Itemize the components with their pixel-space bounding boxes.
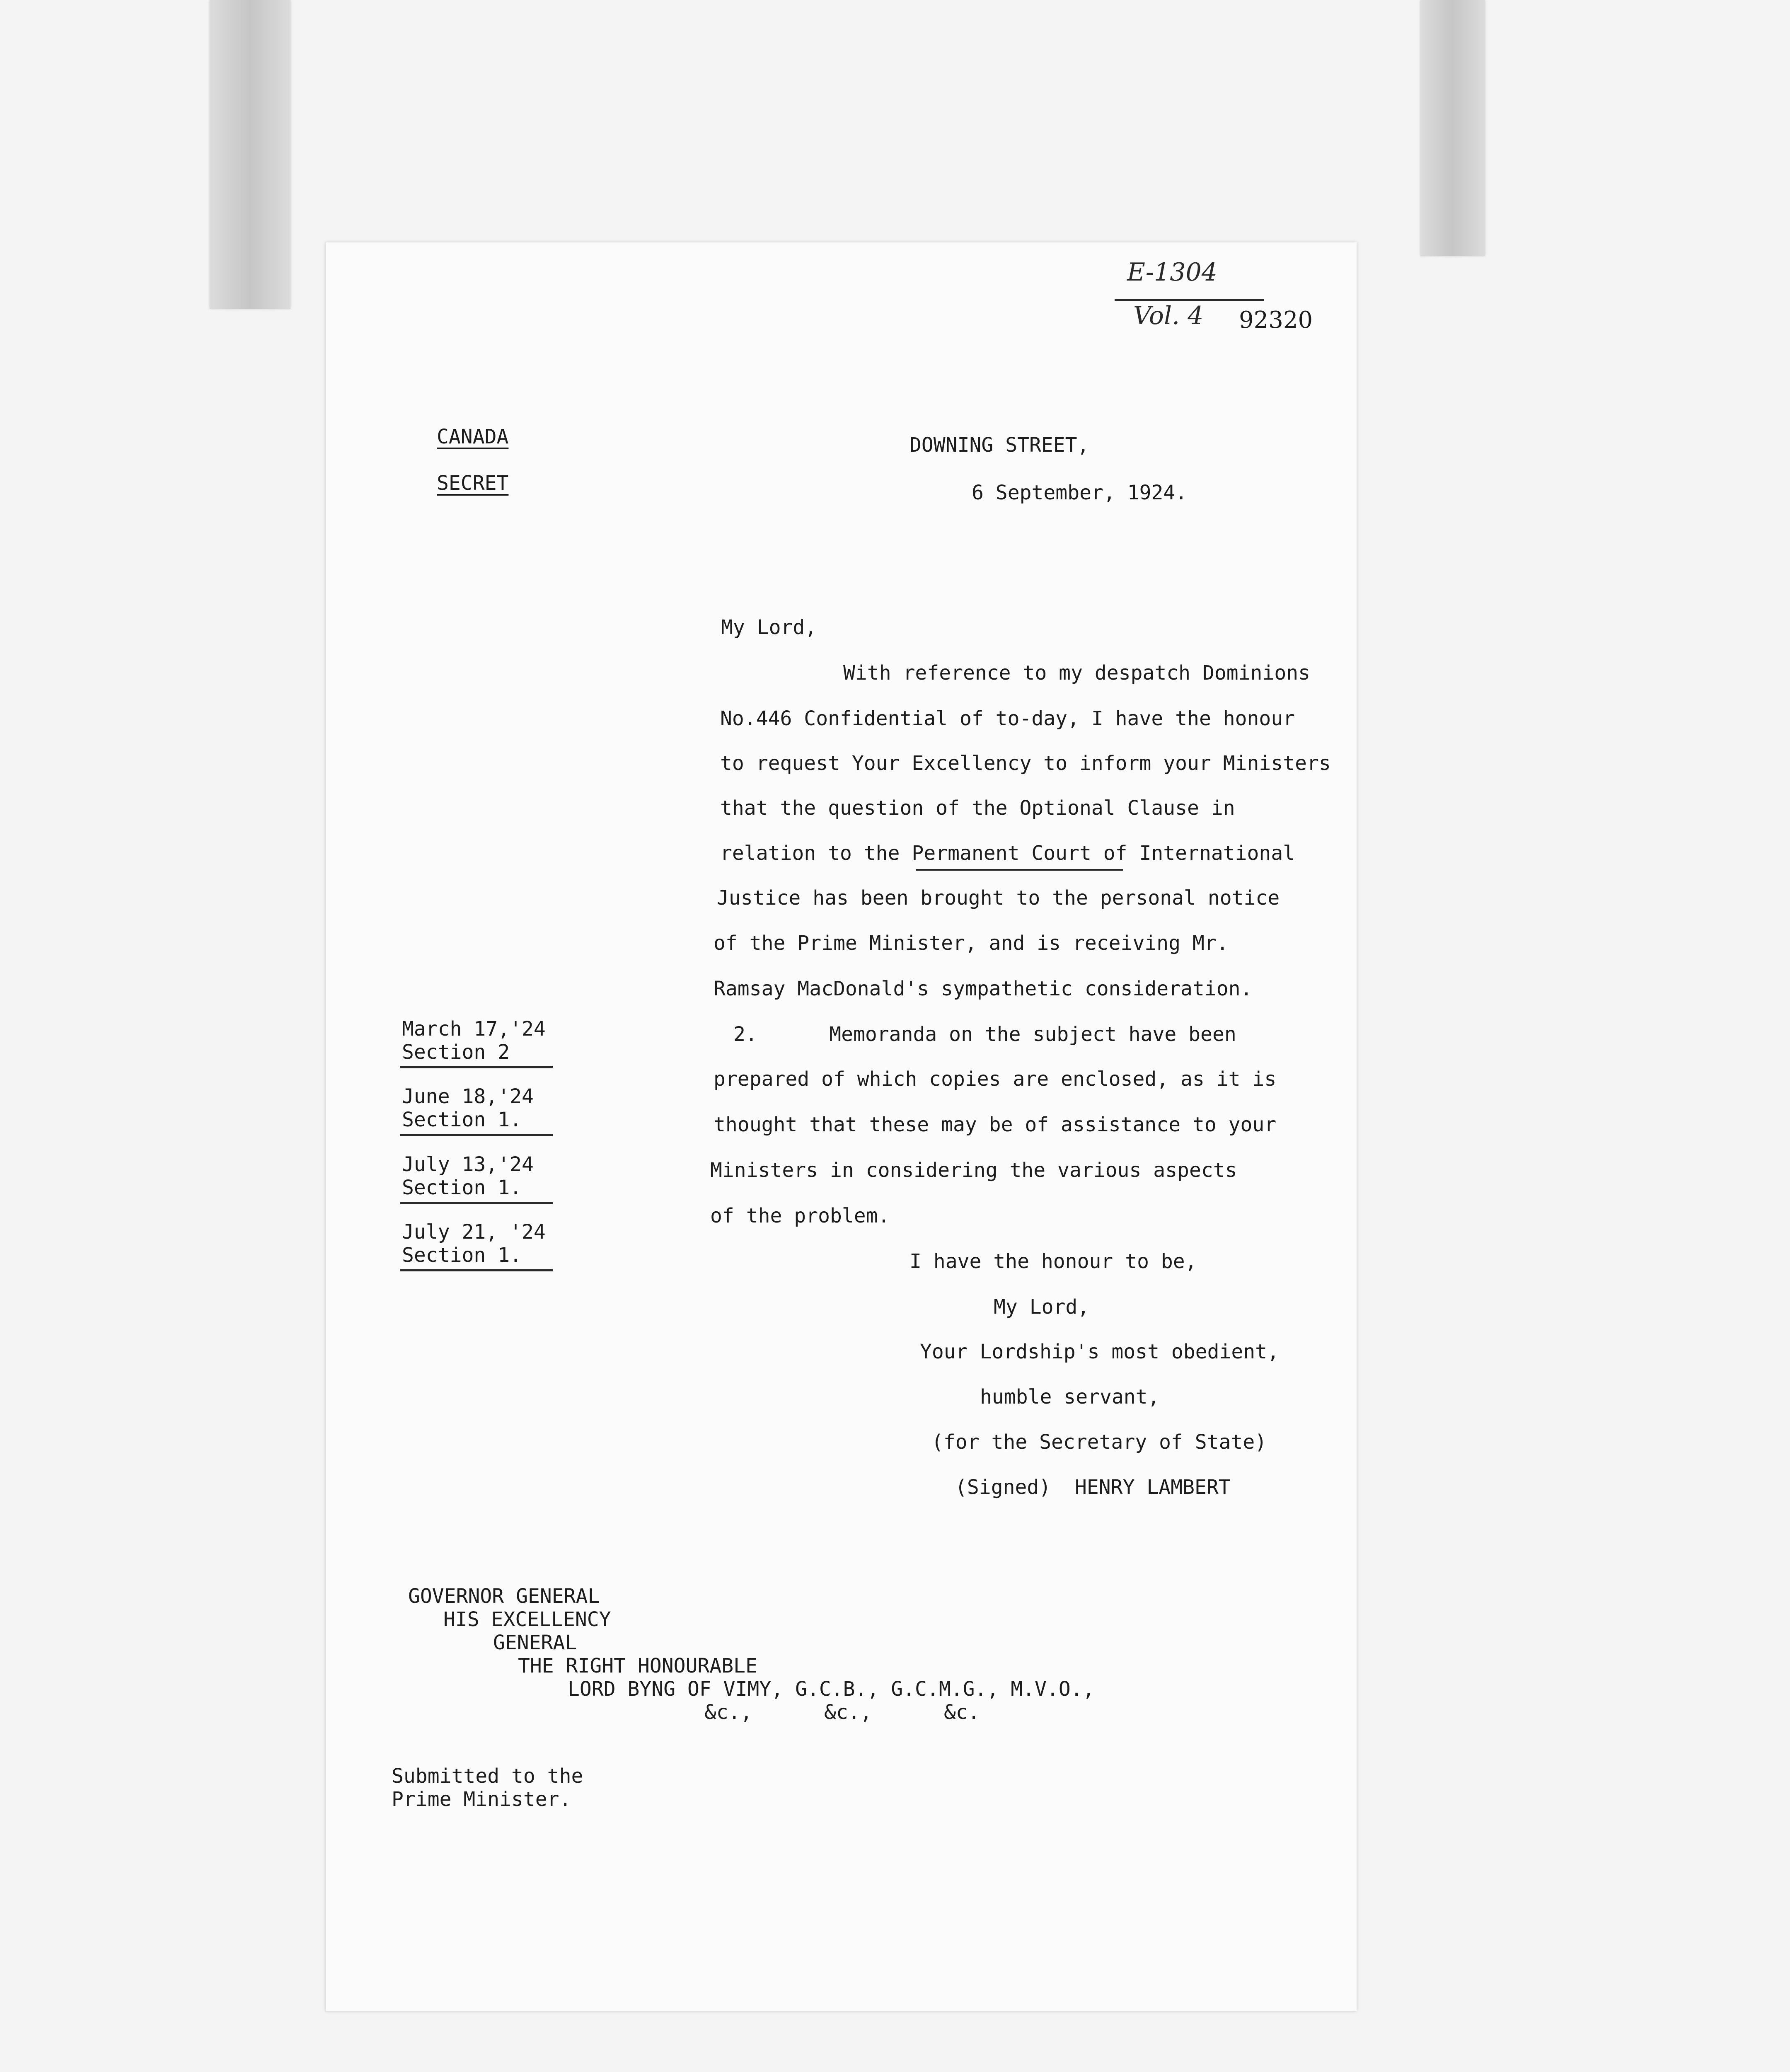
closing-line: Your Lordship's most obedient, <box>920 1340 1279 1363</box>
footnote-line: Submitted to the <box>392 1765 583 1788</box>
handwritten-ref-line1: E-1304 <box>1127 258 1217 287</box>
header-classification: SECRET <box>437 472 509 495</box>
margin-ref-section: Section 1. <box>402 1244 522 1267</box>
body-line: Ramsay MacDonald's sympathetic consideration. <box>714 977 1253 1000</box>
margin-ref-rule <box>400 1269 553 1271</box>
handwritten-underline-permanent-court <box>916 869 1123 871</box>
handwritten-ref-underline <box>1115 299 1264 301</box>
margin-ref-rule <box>400 1134 553 1136</box>
addressee-line: &c., &c., &c. <box>704 1701 980 1724</box>
handwritten-ref-line2: Vol. 4 <box>1133 301 1204 330</box>
body-line: prepared of which copies are enclosed, as it is <box>714 1067 1277 1091</box>
document-number: 92320 <box>1239 307 1313 334</box>
addressee-line: LORD BYNG OF VIMY, G.C.B., G.C.M.G., M.V.O., <box>568 1677 1095 1701</box>
mount-tape-top-left <box>210 0 290 309</box>
body-line: With reference to my despatch Dominions <box>843 661 1311 685</box>
body-line: No.446 Confidential of to-day, I have the honour <box>720 707 1295 730</box>
body-line: to request Your Excellency to inform your Ministers <box>720 752 1331 775</box>
margin-ref-date: July 13,'24 <box>402 1153 534 1176</box>
margin-ref-section: Section 2 <box>402 1041 510 1064</box>
closing-line: My Lord, <box>994 1295 1090 1319</box>
closing-line: I have the honour to be, <box>910 1250 1197 1273</box>
body-line: relation to the Permanent Court of International <box>720 842 1295 865</box>
margin-ref-date: June 18,'24 <box>402 1085 534 1108</box>
closing-line: humble servant, <box>980 1385 1160 1409</box>
addressee-line: THE RIGHT HONOURABLE <box>518 1654 757 1677</box>
body-line: of the Prime Minister, and is receiving Mr. <box>714 932 1229 955</box>
addressee-line: GOVERNOR GENERAL <box>408 1585 600 1608</box>
addressee-line: HIS EXCELLENCY <box>443 1608 611 1631</box>
salutation: My Lord, <box>721 616 817 639</box>
mount-tape-top-right <box>1420 0 1485 256</box>
header-date: 6 September, 1924. <box>972 481 1188 504</box>
header-country: CANADA <box>437 425 509 448</box>
body-line: of the problem. <box>710 1204 890 1227</box>
margin-ref-date: March 17,'24 <box>402 1017 546 1041</box>
footnote-line: Prime Minister. <box>392 1788 571 1811</box>
body-line: Ministers in considering the various aspects <box>710 1159 1237 1182</box>
margin-ref-section: Section 1. <box>402 1108 522 1131</box>
margin-ref-date: July 21, '24 <box>402 1220 546 1244</box>
closing-line: (for the Secretary of State) <box>931 1431 1267 1454</box>
signature-line: (Signed) HENRY LAMBERT <box>955 1476 1231 1499</box>
margin-ref-rule <box>400 1202 553 1204</box>
addressee-line: GENERAL <box>493 1631 577 1654</box>
margin-ref-rule <box>400 1066 553 1068</box>
body-line: 2. Memoranda on the subject have been <box>733 1023 1236 1046</box>
body-line: thought that these may be of assistance to your <box>714 1113 1277 1136</box>
header-address: DOWNING STREET, <box>910 433 1089 457</box>
margin-ref-section: Section 1. <box>402 1176 522 1199</box>
body-line: Justice has been brought to the personal notice <box>717 886 1280 910</box>
body-line: that the question of the Optional Clause in <box>720 796 1235 820</box>
